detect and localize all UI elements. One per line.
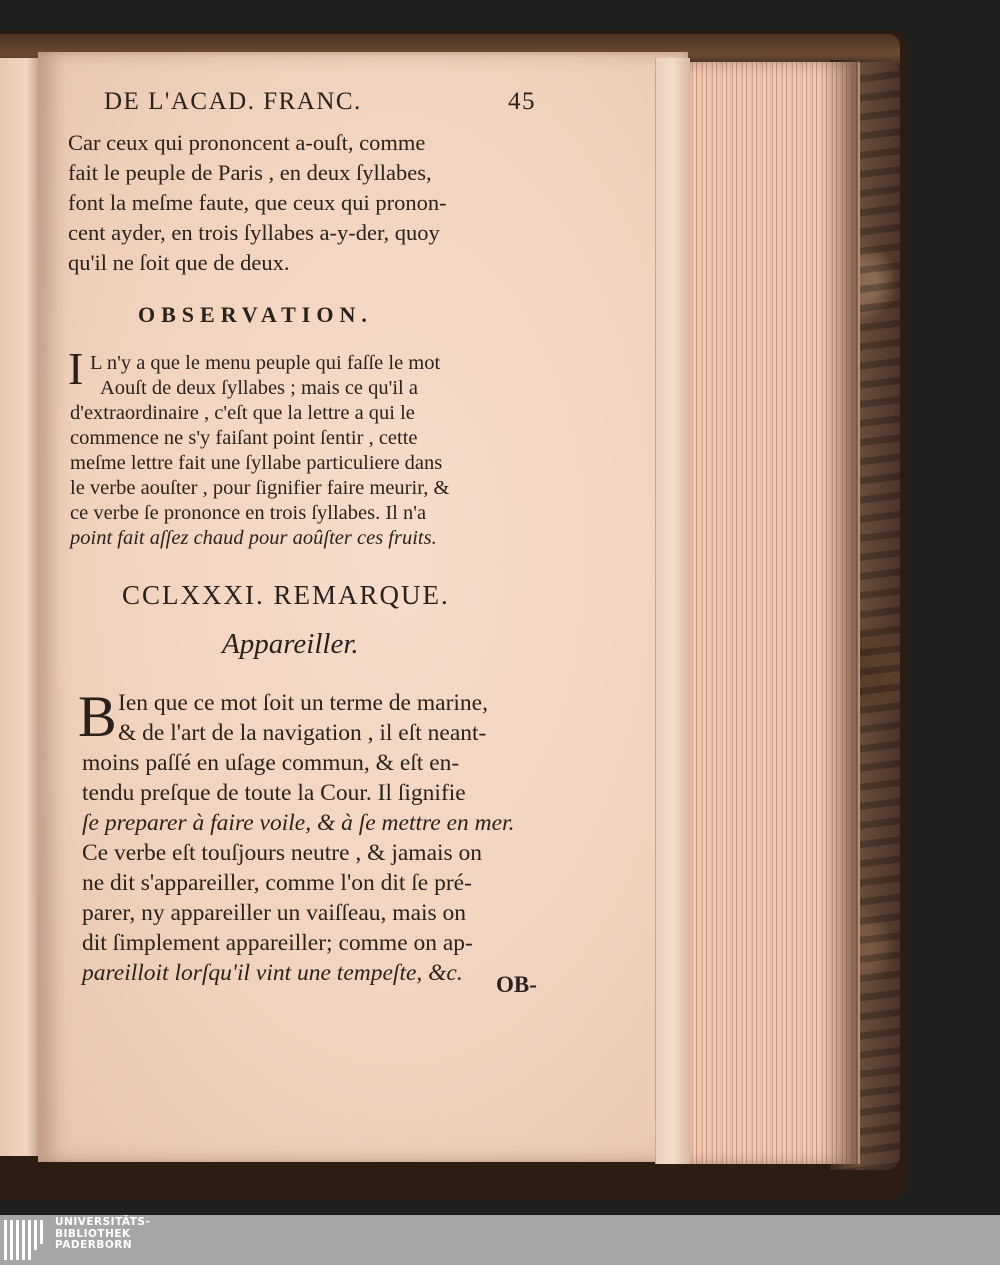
text-line: dit ſimplement appareiller; comme on ap- <box>82 930 473 956</box>
text-line: font la meſme faute, que ceux qui pronon- <box>68 190 447 215</box>
text-line: d'extraordinaire , c'eſt que la lettre a qui le <box>70 402 415 424</box>
text-line: qu'il ne ſoit que de deux. <box>68 250 290 275</box>
text-line: Ce verbe eſt touſjours neutre , & jamais on <box>82 840 483 866</box>
text-line: L n'y a que le menu peuple qui faſſe le mot <box>90 352 441 374</box>
page-block-shadow <box>820 62 858 1164</box>
text-line: Car ceux qui prononcent a-ouſt, comme <box>68 130 426 155</box>
remarque-dropcap: B <box>78 684 117 749</box>
remarque-heading: CCLXXXI. REMARQUE. <box>122 580 450 610</box>
remarque-headword: Appareiller. <box>222 628 359 660</box>
observation-dropcap: I <box>68 343 84 394</box>
text-line: ſe preparer à faire voile, & à ſe mettre en mer. <box>82 810 515 836</box>
library-logo-icon <box>4 1220 48 1260</box>
page-number: 45 <box>508 88 536 115</box>
text-line: pareilloit lorſqu'il vint une tempeſte, &c. <box>82 960 463 986</box>
text-line: ne dit s'appareiller, comme l'on dit ſe pré- <box>82 870 472 896</box>
text-line: meſme lettre fait une ſyllabe particuliere dans <box>70 452 443 474</box>
catchword: OB- <box>496 972 537 997</box>
text-line: Ien que ce mot ſoit un terme de marine, <box>118 690 488 716</box>
text-line: ce verbe ſe prononce en trois ſyllabes. Il n'a <box>70 502 427 524</box>
text-line: commence ne s'y faiſant point ſentir , cette <box>70 427 418 449</box>
left-page-sliver <box>0 58 39 1156</box>
running-head <box>104 88 536 116</box>
text-line: le verbe aouſter , pour ſignifier faire meurir, & <box>70 477 450 499</box>
text-line: parer, ny appareiller un vaiſſeau, mais on <box>82 900 467 926</box>
text-line: fait le peuple de Paris , en deux ſyllabes, <box>68 160 432 185</box>
logo-line: PADERBORN <box>55 1239 133 1251</box>
text-line: point fait aſſez chaud pour aoûſter ces fruits. <box>70 527 437 549</box>
text-line: Aouſt de deux ſyllabes ; mais ce qu'il a <box>100 377 418 399</box>
library-logo-text <box>55 1217 150 1252</box>
observation-heading: OBSERVATION. <box>138 302 373 327</box>
logo-line: BIBLIOTHEK <box>55 1227 131 1240</box>
page-fore-edge <box>655 58 690 1164</box>
text-line: moins paſſé en uſage commun, & eſt en- <box>82 750 460 776</box>
text-line: cent ayder, en trois ſyllabes a-y-der, quoy <box>68 220 440 245</box>
logo-line: UNIVERSITÄTS- <box>55 1216 151 1228</box>
text-line: & de l'art de la navigation , il eſt neant- <box>118 720 487 746</box>
running-head-title: DE L'ACAD. FRANC. <box>104 88 362 115</box>
text-line: tendu preſque de toute la Cour. Il ſignifie <box>82 780 466 806</box>
